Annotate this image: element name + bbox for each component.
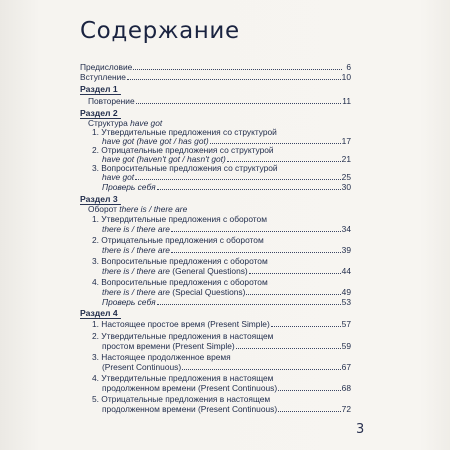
leader-dots xyxy=(157,182,341,190)
toc-entry-s4-5[interactable]: продолженном времени (Present Continuous) 72 xyxy=(102,404,351,414)
toc-entry-s3-4[interactable]: there is / there are (Special Questions) 49 xyxy=(102,287,351,297)
page-number: 3 xyxy=(356,422,365,437)
toc-entry-s4-4[interactable]: продолженном времени (Present Continuous) 68 xyxy=(102,383,351,393)
toc-entry-s1-review[interactable]: Повторение 11 xyxy=(88,96,351,106)
leader-dots xyxy=(249,266,341,274)
toc-entry-s3-3-line1: 3. Вопросительные предложения с оборотом xyxy=(92,256,268,266)
leader-dots xyxy=(171,224,341,232)
leader-dots xyxy=(271,319,341,327)
toc-entry-s3-1[interactable]: there is / there are 34 xyxy=(102,224,351,234)
toc-entry-s4-3-line1: 3. Настоящее продолженное время xyxy=(92,352,231,362)
toc-entry-s4-2-line1: 2. Утвердительные предложения в настоящем xyxy=(92,331,274,341)
leader-dots xyxy=(278,383,341,391)
section-rule xyxy=(80,94,121,95)
toc-entry-intro[interactable]: Вступление 10 xyxy=(80,72,351,82)
leader-dots xyxy=(227,154,341,162)
toc-entry-s3-2-line1: 2. Отрицательные предложения с оборотом xyxy=(92,235,264,245)
leader-dots xyxy=(236,341,341,349)
toc-subtopic-s2: Структура have got xyxy=(88,118,163,128)
leader-dots xyxy=(127,72,341,80)
page-title: Содержание xyxy=(80,18,240,44)
leader-dots xyxy=(246,287,340,295)
leader-dots xyxy=(171,245,341,253)
toc-entry-s4-5-line1: 5. Отрицательные предложения в настоящем xyxy=(92,394,271,404)
toc-entry-s3-1-line1: 1. Утвердительные предложения с оборотом xyxy=(92,214,267,224)
toc-entry-s3-4-line1: 4. Вопросительные предложения с оборотом xyxy=(92,277,268,287)
toc-entry-s4-1[interactable]: 1. Настоящее простое время (Present Simple) 57 xyxy=(92,319,351,329)
toc-entry-s2-1[interactable]: have got (have got / has got) 17 xyxy=(102,136,351,146)
toc-subtopic-s3: Оборот there is / there are xyxy=(88,204,188,214)
toc-entry-s4-3[interactable]: (Present Continuous) 67 xyxy=(102,362,351,372)
leader-dots xyxy=(210,136,341,144)
toc-entry-s3-3[interactable]: there is / there are (General Questions) 44 xyxy=(102,266,351,276)
toc-entry-s4-4-line1: 4. Утвердительные предложения в настоящем xyxy=(92,373,274,383)
toc-entry-preface[interactable]: Предисловие 6 xyxy=(80,62,351,72)
leader-dots xyxy=(278,404,341,412)
toc-entry-s2-check[interactable]: Проверь себя 30 xyxy=(102,182,351,192)
toc-entry-s2-2-line1: 2. Отрицательные предложения со структурой xyxy=(92,145,274,155)
toc-entry-s2-3-line1: 3. Вопросительные предложения со структурой xyxy=(92,163,278,173)
toc-entry-s4-2[interactable]: простом времени (Present Simple) 59 xyxy=(102,341,351,351)
leader-dots xyxy=(136,96,342,104)
toc-entry-s3-check[interactable]: Проверь себя 53 xyxy=(102,297,351,307)
toc-entry-s3-2[interactable]: there is / there are 39 xyxy=(102,245,351,255)
leader-dots xyxy=(133,62,342,70)
section-1-heading: Раздел 1 xyxy=(80,84,118,94)
leader-dots xyxy=(182,362,341,370)
toc-entry-s2-2[interactable]: have got (haven't got / hasn't got) 21 xyxy=(102,154,351,164)
leader-dots xyxy=(157,297,341,305)
section-2-heading: Раздел 2 xyxy=(80,108,118,118)
toc-entry-s2-3[interactable]: have got 25 xyxy=(102,172,351,182)
leader-dots xyxy=(135,172,341,180)
toc-entry-s2-1-line1: 1. Утвердительные предложения со структурой xyxy=(92,127,277,137)
section-3-heading: Раздел 3 xyxy=(80,194,118,204)
section-4-heading: Раздел 4 xyxy=(80,308,118,318)
